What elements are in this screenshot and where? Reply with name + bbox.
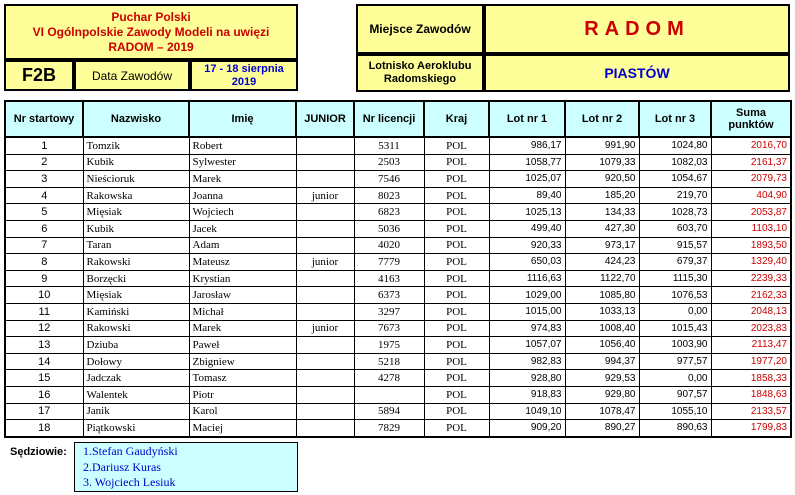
place-label: Miejsce Zawodów [356, 4, 484, 54]
cell-surname: Kamiński [83, 303, 189, 320]
cell-junior: junior [296, 320, 354, 337]
cell-flight-3: 915,57 [639, 237, 711, 254]
cell-total: 1848,63 [711, 386, 791, 403]
cell-country: POL [424, 237, 489, 254]
table-row [5, 420, 791, 437]
cell-name: Piotr [189, 386, 296, 403]
cell-name: Jarosław [189, 287, 296, 304]
class-code: F2B [4, 60, 74, 91]
cell-license: 3297 [354, 303, 424, 320]
cell-country: POL [424, 154, 489, 171]
cell-surname: Piątkowski [83, 420, 189, 437]
cell-surname: Rakowska [83, 187, 189, 204]
cell-surname: Rakowski [83, 254, 189, 271]
cell-name: Joanna [189, 187, 296, 204]
cell-flight-1: 1025,13 [489, 204, 565, 221]
cell-junior: junior [296, 187, 354, 204]
cell-flight-3: 977,57 [639, 353, 711, 370]
cell-surname: Walentek [83, 386, 189, 403]
cell-flight-2: 1056,40 [565, 337, 639, 354]
cell-total: 1858,33 [711, 370, 791, 387]
cell-flight-1: 928,80 [489, 370, 565, 387]
cell-junior [296, 204, 354, 221]
cell-name: Wojciech [189, 204, 296, 221]
cell-junior [296, 154, 354, 171]
cell-flight-2: 1085,80 [565, 287, 639, 304]
cell-start-number: 1 [5, 137, 83, 154]
cell-flight-1: 650,03 [489, 254, 565, 271]
judge-3: 3. Wojciech Lesiuk [83, 475, 176, 489]
cell-name: Zbigniew [189, 353, 296, 370]
cell-total: 2239,33 [711, 270, 791, 287]
cell-flight-3: 1082,03 [639, 154, 711, 171]
table-row [5, 287, 791, 304]
cell-start-number: 18 [5, 420, 83, 437]
cell-flight-3: 0,00 [639, 370, 711, 387]
date-line-2: 2019 [231, 75, 257, 88]
judges-label: Sędziowie: [10, 446, 67, 458]
cell-license: 4163 [354, 270, 424, 287]
cell-flight-2: 427,30 [565, 220, 639, 237]
cell-total: 1977,20 [711, 353, 791, 370]
cell-total: 1893,50 [711, 237, 791, 254]
cell-flight-1: 499,40 [489, 220, 565, 237]
cell-total: 2113,47 [711, 337, 791, 354]
cell-junior [296, 287, 354, 304]
cell-license: 6373 [354, 287, 424, 304]
cell-flight-3: 0,00 [639, 303, 711, 320]
cell-junior [296, 220, 354, 237]
table-row [5, 386, 791, 403]
cell-flight-1: 982,83 [489, 353, 565, 370]
table-row [5, 303, 791, 320]
cell-junior [296, 237, 354, 254]
cell-country: POL [424, 187, 489, 204]
cell-start-number: 3 [5, 171, 83, 188]
col-header-junior: JUNIOR [296, 101, 354, 137]
cell-flight-1: 1116,63 [489, 270, 565, 287]
judge-1: 1.Stefan Gaudyński [83, 444, 178, 458]
cell-surname: Kubik [83, 154, 189, 171]
cell-license [354, 386, 424, 403]
cell-flight-3: 1055,10 [639, 403, 711, 420]
cell-surname: Kubik [83, 220, 189, 237]
cell-country: POL [424, 337, 489, 354]
cell-surname: Nieścioruk [83, 171, 189, 188]
cell-country: POL [424, 303, 489, 320]
cell-junior [296, 337, 354, 354]
cell-flight-2: 424,23 [565, 254, 639, 271]
cell-flight-1: 918,83 [489, 386, 565, 403]
cell-country: POL [424, 137, 489, 154]
cell-flight-2: 1078,47 [565, 403, 639, 420]
date-label: Data Zawodów [74, 60, 190, 91]
cell-start-number: 2 [5, 154, 83, 171]
date-value [190, 60, 298, 91]
cell-flight-2: 890,27 [565, 420, 639, 437]
col-header-name: Imię [189, 101, 296, 137]
table-header [5, 101, 791, 137]
cell-flight-1: 1025,07 [489, 171, 565, 188]
airfield-value: PIASTÓW [484, 54, 790, 92]
cell-junior [296, 403, 354, 420]
cell-country: POL [424, 171, 489, 188]
cell-country: POL [424, 270, 489, 287]
cell-country: POL [424, 420, 489, 437]
table-row [5, 204, 791, 221]
cell-country: POL [424, 287, 489, 304]
table-row [5, 137, 791, 154]
cell-flight-3: 1054,67 [639, 171, 711, 188]
cell-surname: Dziuba [83, 337, 189, 354]
table-row [5, 270, 791, 287]
cell-license: 7673 [354, 320, 424, 337]
cell-country: POL [424, 254, 489, 271]
cell-start-number: 14 [5, 353, 83, 370]
cell-flight-1: 1049,10 [489, 403, 565, 420]
cell-flight-3: 1003,90 [639, 337, 711, 354]
cell-license: 4278 [354, 370, 424, 387]
cell-name: Marek [189, 320, 296, 337]
cell-country: POL [424, 370, 489, 387]
cell-surname: Mięsiak [83, 287, 189, 304]
col-header-license: Nr licencji [354, 101, 424, 137]
date-line-1: 17 - 18 sierpnia [204, 62, 284, 75]
cell-flight-2: 1122,70 [565, 270, 639, 287]
cell-license: 7546 [354, 171, 424, 188]
place-value: RADOM [484, 4, 790, 54]
cell-total: 404,90 [711, 187, 791, 204]
cell-start-number: 15 [5, 370, 83, 387]
cell-flight-1: 909,20 [489, 420, 565, 437]
cell-start-number: 8 [5, 254, 83, 271]
cell-flight-2: 185,20 [565, 187, 639, 204]
cell-flight-2: 920,50 [565, 171, 639, 188]
cell-license: 7829 [354, 420, 424, 437]
cell-total: 2161,37 [711, 154, 791, 171]
airfield-label [356, 54, 484, 92]
cell-start-number: 10 [5, 287, 83, 304]
cell-flight-3: 679,37 [639, 254, 711, 271]
cell-flight-2: 134,33 [565, 204, 639, 221]
cell-flight-3: 1076,53 [639, 287, 711, 304]
table-row [5, 370, 791, 387]
cell-total: 1329,40 [711, 254, 791, 271]
cell-country: POL [424, 353, 489, 370]
cell-junior [296, 370, 354, 387]
table-row [5, 171, 791, 188]
cell-license: 2503 [354, 154, 424, 171]
col-header-flight-3: Lot nr 3 [639, 101, 711, 137]
cell-junior [296, 303, 354, 320]
cell-flight-1: 89,40 [489, 187, 565, 204]
cell-country: POL [424, 403, 489, 420]
cell-name: Maciej [189, 420, 296, 437]
cell-flight-2: 929,80 [565, 386, 639, 403]
cell-total: 2133,57 [711, 403, 791, 420]
cell-total: 2053,87 [711, 204, 791, 221]
cell-junior [296, 270, 354, 287]
cell-surname: Dołowy [83, 353, 189, 370]
cell-country: POL [424, 204, 489, 221]
cell-license: 7779 [354, 254, 424, 271]
cell-name: Mateusz [189, 254, 296, 271]
judge-2: 2.Dariusz Kuras [83, 459, 161, 474]
cell-flight-2: 1033,13 [565, 303, 639, 320]
col-header-flight-1: Lot nr 1 [489, 101, 565, 137]
cell-name: Jacek [189, 220, 296, 237]
cell-name: Paweł [189, 337, 296, 354]
airfield-line-1: Lotnisko Aeroklubu [368, 60, 472, 72]
cell-start-number: 12 [5, 320, 83, 337]
cell-license: 4020 [354, 237, 424, 254]
cell-license: 5218 [354, 353, 424, 370]
judges-list [74, 442, 298, 492]
table-row [5, 220, 791, 237]
cell-flight-3: 1115,30 [639, 270, 711, 287]
cell-name: Marek [189, 171, 296, 188]
cell-surname: Taran [83, 237, 189, 254]
cell-license: 1975 [354, 337, 424, 354]
table-row [5, 154, 791, 171]
cell-start-number: 5 [5, 204, 83, 221]
col-header-total: Suma punktów [711, 101, 791, 137]
cell-start-number: 6 [5, 220, 83, 237]
cell-surname: Borzęcki [83, 270, 189, 287]
cell-flight-2: 1008,40 [565, 320, 639, 337]
competition-title [4, 4, 298, 60]
cell-flight-3: 1015,43 [639, 320, 711, 337]
cell-flight-1: 1015,00 [489, 303, 565, 320]
title-line-3: RADOM – 2019 [108, 39, 194, 54]
cell-total: 2048,13 [711, 303, 791, 320]
table-row [5, 320, 791, 337]
cell-flight-1: 1029,00 [489, 287, 565, 304]
cell-start-number: 17 [5, 403, 83, 420]
cell-junior [296, 353, 354, 370]
cell-name: Krystian [189, 270, 296, 287]
cell-flight-1: 920,33 [489, 237, 565, 254]
cell-flight-2: 929,53 [565, 370, 639, 387]
cell-start-number: 9 [5, 270, 83, 287]
table-row [5, 187, 791, 204]
cell-flight-3: 890,63 [639, 420, 711, 437]
cell-surname: Mięsiak [83, 204, 189, 221]
cell-flight-2: 1079,33 [565, 154, 639, 171]
cell-flight-2: 973,17 [565, 237, 639, 254]
col-header-flight-2: Lot nr 2 [565, 101, 639, 137]
cell-flight-3: 219,70 [639, 187, 711, 204]
cell-name: Karol [189, 403, 296, 420]
col-header-surname: Nazwisko [83, 101, 189, 137]
cell-flight-3: 1028,73 [639, 204, 711, 221]
cell-country: POL [424, 386, 489, 403]
title-line-1: Puchar Polski [111, 9, 191, 24]
table-body [5, 137, 791, 437]
cell-license: 6823 [354, 204, 424, 221]
table-row [5, 403, 791, 420]
cell-flight-1: 974,83 [489, 320, 565, 337]
cell-flight-3: 603,70 [639, 220, 711, 237]
cell-total: 2023,83 [711, 320, 791, 337]
airfield-line-2: Radomskiego [383, 73, 457, 85]
cell-name: Adam [189, 237, 296, 254]
cell-name: Robert [189, 137, 296, 154]
cell-license: 5036 [354, 220, 424, 237]
table-row [5, 353, 791, 370]
table-row [5, 237, 791, 254]
cell-name: Tomasz [189, 370, 296, 387]
cell-junior [296, 420, 354, 437]
cell-flight-2: 994,37 [565, 353, 639, 370]
cell-start-number: 16 [5, 386, 83, 403]
cell-junior [296, 386, 354, 403]
table-row [5, 337, 791, 354]
cell-flight-3: 907,57 [639, 386, 711, 403]
cell-start-number: 4 [5, 187, 83, 204]
cell-flight-1: 986,17 [489, 137, 565, 154]
cell-surname: Janik [83, 403, 189, 420]
cell-license: 5311 [354, 137, 424, 154]
cell-flight-1: 1058,77 [489, 154, 565, 171]
cell-country: POL [424, 220, 489, 237]
col-header-country: Kraj [424, 101, 489, 137]
cell-total: 1103,10 [711, 220, 791, 237]
cell-start-number: 13 [5, 337, 83, 354]
table-row [5, 254, 791, 271]
cell-flight-3: 1024,80 [639, 137, 711, 154]
cell-license: 5894 [354, 403, 424, 420]
cell-surname: Tomzik [83, 137, 189, 154]
results-table [4, 100, 792, 438]
cell-flight-1: 1057,07 [489, 337, 565, 354]
cell-license: 8023 [354, 187, 424, 204]
cell-total: 2162,33 [711, 287, 791, 304]
cell-total: 2079,73 [711, 171, 791, 188]
cell-flight-2: 991,90 [565, 137, 639, 154]
cell-junior [296, 137, 354, 154]
cell-country: POL [424, 320, 489, 337]
col-header-start-number: Nr startowy [5, 101, 83, 137]
title-line-2: VI Ogólnpolskie Zawody Modeli na uwięzi [32, 24, 270, 39]
cell-name: Michał [189, 303, 296, 320]
cell-junior: junior [296, 254, 354, 271]
cell-surname: Rakowski [83, 320, 189, 337]
cell-surname: Jadczak [83, 370, 189, 387]
cell-junior [296, 171, 354, 188]
cell-name: Sylwester [189, 154, 296, 171]
cell-total: 2016,70 [711, 137, 791, 154]
cell-start-number: 11 [5, 303, 83, 320]
cell-total: 1799,83 [711, 420, 791, 437]
cell-start-number: 7 [5, 237, 83, 254]
